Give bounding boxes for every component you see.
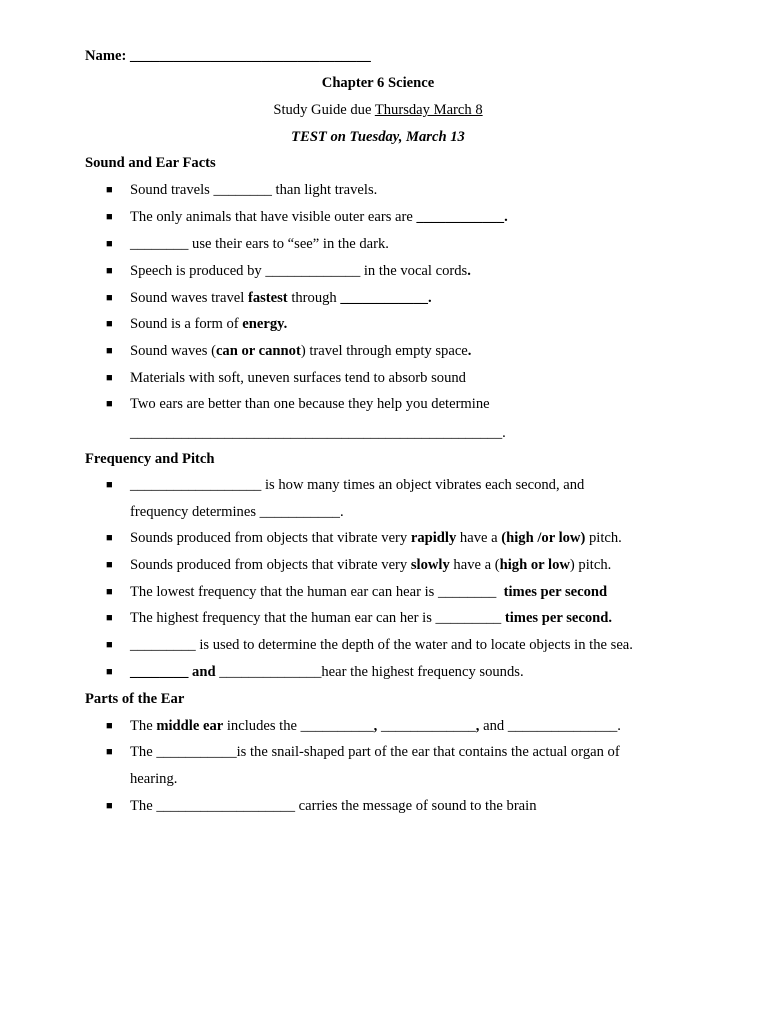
list-item: Two ears are better than one because they help you determine (130, 396, 490, 412)
list-item: The ___________is the snail-shaped part of the ear that contains the actual organ of (130, 744, 620, 760)
section-heading-frequency: Frequency and Pitch (85, 451, 215, 467)
list-item: Sound waves travel fastest through ____________. (130, 290, 432, 306)
bullet-marker: ■ (106, 345, 113, 357)
list-item: Materials with soft, uneven surfaces tend to absorb sound (130, 370, 466, 386)
bullet-marker: ■ (106, 238, 113, 250)
name-blank: _________________________________ (130, 48, 371, 64)
list-item: Speech is produced by _____________ in the vocal cords. (130, 263, 471, 279)
list-item: Sounds produced from objects that vibrate very rapidly have a (high /or low) pitch. (130, 530, 622, 546)
bullet-marker: ■ (106, 372, 113, 384)
list-item: The highest frequency that the human ear can her is _________ times per second. (130, 610, 613, 626)
page-title: Chapter 6 Science (321, 75, 435, 91)
list-item: __________________ is how many times an object vibrates each second, and (130, 477, 585, 493)
list-item: Sounds produced from objects that vibrate very slowly have a (high or low) pitch. (130, 557, 612, 573)
bullet-marker: ■ (106, 265, 113, 277)
study-guide-prefix: Study Guide due (273, 102, 375, 118)
list-item: ________ use their ears to “see” in the dark. (130, 236, 389, 252)
list-item: ________ and ______________hear the highest frequency sounds. (130, 664, 524, 680)
list-item: The lowest frequency that the human ear can hear is ________ times per second (130, 584, 608, 600)
bullet-marker: ■ (106, 586, 113, 598)
test-date-line: TEST on Tuesday, March 13 (291, 129, 465, 145)
list-item: Sound is a form of energy. (130, 316, 288, 332)
bullet-marker: ■ (106, 800, 113, 812)
list-item: Sound travels ________ than light travels. (130, 182, 378, 198)
bullet-marker: ■ (106, 666, 113, 678)
section-heading-ear: Parts of the Ear (85, 691, 185, 707)
bullet-marker: ■ (106, 612, 113, 624)
name-label: Name: (85, 48, 127, 64)
list-item: _________ is used to determine the depth of the water and to locate objects in the sea. (130, 637, 633, 653)
list-item-continuation: ___________________________________________________. (130, 425, 506, 441)
list-item-continuation: frequency determines ___________. (130, 504, 344, 520)
bullet-marker: ■ (106, 318, 113, 330)
study-guide-line (0, 101, 756, 119)
list-item: The middle ear includes the __________, _____________, and _______________. (130, 718, 621, 734)
bullet-marker: ■ (106, 184, 113, 196)
list-item: The ___________________ carries the message of sound to the brain (130, 798, 537, 814)
study-guide-date: Thursday March 8 (374, 102, 483, 118)
bullet-marker: ■ (106, 479, 113, 491)
bullet-marker: ■ (106, 720, 113, 732)
bullet-marker: ■ (106, 639, 113, 651)
bullet-marker: ■ (106, 292, 113, 304)
section-heading-sound: Sound and Ear Facts (85, 155, 216, 171)
bullet-marker: ■ (106, 559, 113, 571)
list-item: Sound waves (can or cannot) travel through empty space. (130, 343, 472, 359)
list-item-continuation: hearing. (130, 771, 178, 787)
bullet-marker: ■ (106, 398, 113, 410)
bullet-marker: ■ (106, 746, 113, 758)
list-item: The only animals that have visible outer ears are ____________. (130, 209, 508, 225)
bullet-marker: ■ (106, 532, 113, 544)
bullet-marker: ■ (106, 211, 113, 223)
name-line (85, 47, 770, 65)
